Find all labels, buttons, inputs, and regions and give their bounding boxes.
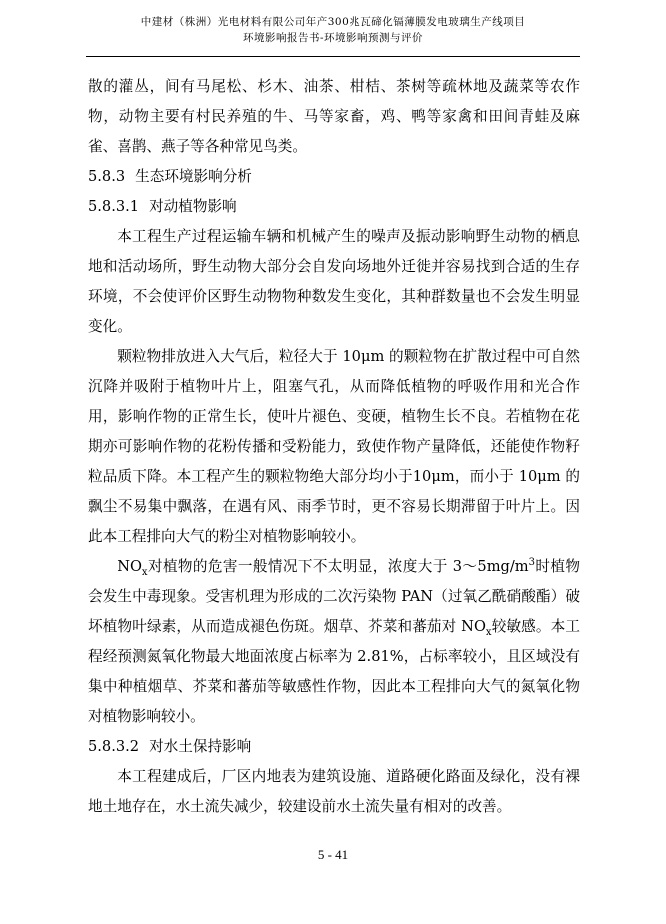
section-title: 生态环境影响分析 — [135, 168, 252, 185]
section-heading-5-8-3-1 — [88, 192, 580, 222]
page-number: 5 - 41 — [317, 847, 349, 862]
header-section-title: 环境影响报告书-环境影响预测与评价 — [242, 32, 424, 44]
section-heading-5-8-3 — [88, 162, 580, 192]
paragraph-continued: 散的灌丛，间有马尾松、杉木、油茶、柑桔、茶树等疏林地及蔬菜等农作物，动物主要有村民养殖的牛、马等家畜，鸡、鸭等家禽和田间青蛙及麻雀、喜鹊、燕子等各种常见鸟类。 — [88, 78, 580, 155]
nox-subscript: x — [485, 626, 492, 638]
section-title: 对动植物影响 — [149, 198, 237, 215]
paragraph-soil-conservation: 本工程建成后，厂区内地表为建筑设施、道路硬化路面及绿化，没有裸地土地存在，水土流失减少，较建设前水土流失量有相对的改善。 — [88, 768, 580, 815]
nox-text-a: NO — [117, 558, 142, 575]
nox-subscript: x — [141, 566, 148, 578]
page-header — [0, 14, 666, 46]
header-rule — [86, 56, 580, 57]
paragraph-wildlife: 本工程生产过程运输车辆和机械产生的噪声及振动影响野生动物的栖息地和活动场所，野生动物大部分会自发向场地外迁徙并容易找到合适的生存环境，不会使评价区野生动物物种数发生变化，其种群数量也不会发生明显变化。 — [88, 228, 580, 335]
nox-text-c: 时植物会发生中毒现象。受害机理为形成的二次污染物 PAN（过氧乙酰硝酸酯）破坏植物叶绿素，从而造成褪色伤斑。烟草、芥菜和蕃茄对 NO — [88, 558, 580, 635]
nox-text-b: 对植物的危害一般情况下不太明显，浓度大于 3～5mg/m — [147, 558, 529, 575]
section-number: 5.8.3 — [88, 168, 126, 185]
header-project-title: 中建材（株洲）光电材料有限公司年产300兆瓦碲化镉薄膜发电玻璃生产线项目 — [140, 16, 526, 28]
paragraph-nox — [88, 552, 580, 732]
section-number: 5.8.3.2 — [88, 738, 140, 755]
document-body — [88, 72, 580, 822]
section-number: 5.8.3.1 — [88, 198, 140, 215]
nox-text-d: 较敏感。本工程经预测氮氧化物最大地面浓度占标率为 2.81%，占标率较小，且区域没有集中种植烟草、芥菜和蕃茄等敏感性作物，因此本工程排向大气的氮氧化物对植物影响较小。 — [88, 618, 580, 725]
section-heading-5-8-3-2 — [88, 732, 580, 762]
unit-superscript: 3 — [528, 557, 536, 569]
paragraph-particulates: 颗粒物排放进入大气后，粒径大于 10μm 的颗粒物在扩散过程中可自然沉降并吸附于植物叶片上，阻塞气孔，从而降低植物的呼吸作用和光合作用，影响作物的正常生长，使叶片褪色、变硬，植物生长不良。若植物在花期亦可影响作物的花粉传播和受粉能力，致使作物产量降低，还能使作物籽粒品质下降。本工程产生的颗粒物绝大部分均小于10μm，而小于 10μm 的飘尘不易集中飘落，在遇有风、雨季节时，更不容易长期滞留于叶片上。因此本工程排向大气的粉尘对植物影响较小。 — [88, 348, 580, 545]
section-title: 对水土保持影响 — [149, 738, 252, 755]
